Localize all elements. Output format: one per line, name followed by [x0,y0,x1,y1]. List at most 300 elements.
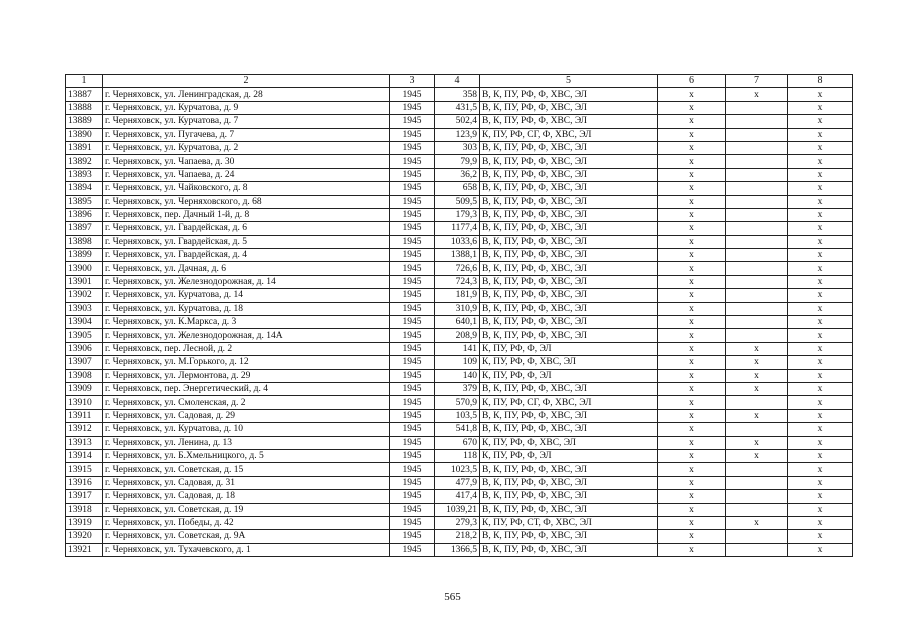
address-cell: г. Черняховск, ул. Железнодорожная, д. 14 [103,275,390,288]
table-row [66,222,853,235]
mark-col-8-cell: x [788,115,853,128]
systems-cell: К, ПУ, РФ, СГ, Ф, ХВС, ЭЛ [480,396,658,409]
area-cell: 502,4 [435,115,480,128]
mark-col-6-cell: x [658,490,726,503]
mark-col-7-cell [726,208,788,221]
year-cell: 1945 [390,463,435,476]
record-number-cell: 13907 [66,356,103,369]
year-cell: 1945 [390,342,435,355]
record-number-cell: 13887 [66,88,103,101]
year-cell: 1945 [390,449,435,462]
address-cell: г. Черняховск, ул. Ленинградская, д. 28 [103,88,390,101]
table-row [66,128,853,141]
record-number-cell: 13903 [66,302,103,315]
address-cell: г. Черняховск, ул. Советская, д. 19 [103,503,390,516]
mark-col-8-cell: x [788,208,853,221]
area-cell: 1366,5 [435,543,480,556]
mark-col-8-cell: x [788,195,853,208]
record-number-cell: 13918 [66,503,103,516]
address-cell: г. Черняховск, ул. Гвардейская, д. 4 [103,249,390,262]
mark-col-6-cell: x [658,503,726,516]
address-cell: г. Черняховск, ул. Б.Хмельницкого, д. 5 [103,449,390,462]
systems-cell: В, К, ПУ, РФ, Ф, ХВС, ЭЛ [480,329,658,342]
year-cell: 1945 [390,503,435,516]
mark-col-8-cell: x [788,128,853,141]
year-cell: 1945 [390,88,435,101]
systems-cell: К, ПУ, РФ, Ф, ЭЛ [480,449,658,462]
systems-cell: В, К, ПУ, РФ, Ф, ХВС, ЭЛ [480,543,658,556]
address-cell: г. Черняховск, пер. Дачный 1-й, д. 8 [103,208,390,221]
mark-col-7-cell [726,463,788,476]
table-row [66,409,853,422]
mark-col-8-cell: x [788,262,853,275]
column-header-6: 6 [658,75,726,88]
record-number-cell: 13906 [66,342,103,355]
mark-col-7-cell [726,302,788,315]
area-cell: 303 [435,141,480,154]
year-cell: 1945 [390,222,435,235]
mark-col-8-cell: x [788,449,853,462]
year-cell: 1945 [390,182,435,195]
mark-col-7-cell [726,222,788,235]
address-cell: г. Черняховск, ул. Садовая, д. 29 [103,409,390,422]
address-cell: г. Черняховск, ул. Дачная, д. 6 [103,262,390,275]
area-cell: 724,3 [435,275,480,288]
mark-col-8-cell: x [788,275,853,288]
mark-col-7-cell: x [726,436,788,449]
mark-col-8-cell: x [788,382,853,395]
table-row [66,249,853,262]
mark-col-6-cell: x [658,289,726,302]
mark-col-8-cell: x [788,490,853,503]
systems-cell: В, К, ПУ, РФ, Ф, ХВС, ЭЛ [480,530,658,543]
mark-col-8-cell: x [788,543,853,556]
table-row [66,516,853,529]
systems-cell: К, ПУ, РФ, Ф, ЭЛ [480,342,658,355]
mark-col-6-cell: x [658,423,726,436]
year-cell: 1945 [390,476,435,489]
systems-cell: В, К, ПУ, РФ, Ф, ХВС, ЭЛ [480,275,658,288]
area-cell: 79,9 [435,155,480,168]
systems-cell: В, К, ПУ, РФ, Ф, ХВС, ЭЛ [480,382,658,395]
table-row [66,342,853,355]
systems-cell: В, К, ПУ, РФ, Ф, ХВС, ЭЛ [480,423,658,436]
table-row [66,369,853,382]
systems-cell: В, К, ПУ, РФ, Ф, ХВС, ЭЛ [480,88,658,101]
mark-col-8-cell: x [788,222,853,235]
systems-cell: К, ПУ, РФ, СТ, Ф, ХВС, ЭЛ [480,516,658,529]
record-number-cell: 13921 [66,543,103,556]
record-number-cell: 13914 [66,449,103,462]
mark-col-7-cell: x [726,449,788,462]
table-row [66,262,853,275]
year-cell: 1945 [390,530,435,543]
mark-col-6-cell: x [658,396,726,409]
area-cell: 109 [435,356,480,369]
systems-cell: В, К, ПУ, РФ, Ф, ХВС, ЭЛ [480,155,658,168]
mark-col-7-cell [726,249,788,262]
systems-cell: В, К, ПУ, РФ, Ф, ХВС, ЭЛ [480,316,658,329]
header-row [66,75,853,88]
area-cell: 379 [435,382,480,395]
mark-col-6-cell: x [658,249,726,262]
mark-col-6-cell: x [658,222,726,235]
mark-col-8-cell: x [788,249,853,262]
mark-col-7-cell [726,141,788,154]
mark-col-7-cell [726,262,788,275]
table-row [66,316,853,329]
table-row [66,329,853,342]
record-number-cell: 13912 [66,423,103,436]
mark-col-7-cell [726,423,788,436]
address-cell: г. Черняховск, ул. Чайковского, д. 8 [103,182,390,195]
area-cell: 208,9 [435,329,480,342]
address-cell: г. Черняховск, ул. Курчатова, д. 18 [103,302,390,315]
mark-col-6-cell: x [658,356,726,369]
table-row [66,275,853,288]
address-cell: г. Черняховск, ул. Смоленская, д. 2 [103,396,390,409]
systems-cell: В, К, ПУ, РФ, Ф, ХВС, ЭЛ [480,101,658,114]
systems-cell: К, ПУ, РФ, Ф, ХВС, ЭЛ [480,436,658,449]
mark-col-8-cell: x [788,101,853,114]
record-number-cell: 13894 [66,182,103,195]
systems-cell: В, К, ПУ, РФ, Ф, ХВС, ЭЛ [480,115,658,128]
mark-col-6-cell: x [658,195,726,208]
area-cell: 36,2 [435,168,480,181]
mark-col-8-cell: x [788,369,853,382]
mark-col-6-cell: x [658,409,726,422]
address-cell: г. Черняховск, ул. Садовая, д. 18 [103,490,390,503]
mark-col-6-cell: x [658,329,726,342]
systems-cell: В, К, ПУ, РФ, Ф, ХВС, ЭЛ [480,249,658,262]
mark-col-6-cell: x [658,516,726,529]
year-cell: 1945 [390,396,435,409]
mark-col-7-cell [726,543,788,556]
year-cell: 1945 [390,128,435,141]
area-cell: 181,9 [435,289,480,302]
table-row [66,235,853,248]
area-cell: 123,9 [435,128,480,141]
area-cell: 1033,6 [435,235,480,248]
record-number-cell: 13892 [66,155,103,168]
area-cell: 1039,21 [435,503,480,516]
record-number-cell: 13897 [66,222,103,235]
mark-col-6-cell: x [658,463,726,476]
year-cell: 1945 [390,235,435,248]
mark-col-6-cell: x [658,101,726,114]
record-number-cell: 13919 [66,516,103,529]
table-row [66,476,853,489]
systems-cell: В, К, ПУ, РФ, Ф, ХВС, ЭЛ [480,490,658,503]
mark-col-7-cell: x [726,356,788,369]
area-cell: 179,3 [435,208,480,221]
year-cell: 1945 [390,356,435,369]
area-cell: 140 [435,369,480,382]
mark-col-7-cell [726,101,788,114]
address-cell: г. Черняховск, ул. Пугачева, д. 7 [103,128,390,141]
area-cell: 218,2 [435,530,480,543]
area-cell: 658 [435,182,480,195]
mark-col-7-cell [726,396,788,409]
record-number-cell: 13890 [66,128,103,141]
mark-col-6-cell: x [658,155,726,168]
area-cell: 1177,4 [435,222,480,235]
mark-col-8-cell: x [788,182,853,195]
mark-col-8-cell: x [788,168,853,181]
record-number-cell: 13888 [66,101,103,114]
mark-col-7-cell [726,168,788,181]
record-number-cell: 13916 [66,476,103,489]
mark-col-7-cell [726,289,788,302]
systems-cell: В, К, ПУ, РФ, Ф, ХВС, ЭЛ [480,208,658,221]
address-cell: г. Черняховск, ул. Гвардейская, д. 6 [103,222,390,235]
record-number-cell: 13896 [66,208,103,221]
year-cell: 1945 [390,316,435,329]
address-cell: г. Черняховск, ул. Курчатова, д. 9 [103,101,390,114]
mark-col-7-cell [726,530,788,543]
column-header-4: 4 [435,75,480,88]
table-row [66,115,853,128]
year-cell: 1945 [390,382,435,395]
record-number-cell: 13895 [66,195,103,208]
address-cell: г. Черняховск, ул. Садовая, д. 31 [103,476,390,489]
table-row [66,289,853,302]
mark-col-8-cell: x [788,436,853,449]
table-row [66,490,853,503]
area-cell: 118 [435,449,480,462]
address-cell: г. Черняховск, ул. Железнодорожная, д. 14А [103,329,390,342]
mark-col-7-cell: x [726,516,788,529]
systems-cell: В, К, ПУ, РФ, Ф, ХВС, ЭЛ [480,262,658,275]
record-number-cell: 13904 [66,316,103,329]
table-row [66,463,853,476]
mark-col-8-cell: x [788,396,853,409]
year-cell: 1945 [390,302,435,315]
mark-col-6-cell: x [658,342,726,355]
year-cell: 1945 [390,275,435,288]
mark-col-6-cell: x [658,543,726,556]
systems-cell: В, К, ПУ, РФ, Ф, ХВС, ЭЛ [480,195,658,208]
address-cell: г. Черняховск, ул. Курчатова, д. 7 [103,115,390,128]
address-cell: г. Черняховск, ул. Советская, д. 9А [103,530,390,543]
address-cell: г. Черняховск, ул. Черняховского, д. 68 [103,195,390,208]
year-cell: 1945 [390,262,435,275]
record-number-cell: 13899 [66,249,103,262]
mark-col-8-cell: x [788,155,853,168]
mark-col-7-cell: x [726,88,788,101]
year-cell: 1945 [390,115,435,128]
mark-col-6-cell: x [658,316,726,329]
year-cell: 1945 [390,329,435,342]
year-cell: 1945 [390,369,435,382]
address-cell: г. Черняховск, ул. М.Горького, д. 12 [103,356,390,369]
table-row [66,168,853,181]
year-cell: 1945 [390,543,435,556]
mark-col-6-cell: x [658,436,726,449]
address-cell: г. Черняховск, ул. Курчатова, д. 2 [103,141,390,154]
record-number-cell: 13891 [66,141,103,154]
table-row [66,530,853,543]
mark-col-7-cell [726,476,788,489]
record-number-cell: 13898 [66,235,103,248]
mark-col-8-cell: x [788,516,853,529]
record-number-cell: 13915 [66,463,103,476]
area-cell: 541,8 [435,423,480,436]
mark-col-6-cell: x [658,382,726,395]
table-row [66,302,853,315]
mark-col-6-cell: x [658,115,726,128]
column-header-1: 1 [66,75,103,88]
area-cell: 103,5 [435,409,480,422]
area-cell: 726,6 [435,262,480,275]
record-number-cell: 13917 [66,490,103,503]
systems-cell: В, К, ПУ, РФ, Ф, ХВС, ЭЛ [480,168,658,181]
address-cell: г. Черняховск, ул. Лермонтова, д. 29 [103,369,390,382]
table-body [66,88,853,557]
column-header-3: 3 [390,75,435,88]
area-cell: 358 [435,88,480,101]
table-row [66,382,853,395]
table-row [66,208,853,221]
address-cell: г. Черняховск, ул. Гвардейская, д. 5 [103,235,390,248]
record-number-cell: 13909 [66,382,103,395]
mark-col-7-cell [726,316,788,329]
systems-cell: В, К, ПУ, РФ, Ф, ХВС, ЭЛ [480,235,658,248]
table-row [66,396,853,409]
table-row [66,436,853,449]
housing-register-table [65,74,853,557]
year-cell: 1945 [390,423,435,436]
area-cell: 417,4 [435,490,480,503]
area-cell: 640,1 [435,316,480,329]
mark-col-7-cell [726,128,788,141]
mark-col-8-cell: x [788,289,853,302]
address-cell: г. Черняховск, ул. Победы, д. 42 [103,516,390,529]
mark-col-7-cell: x [726,342,788,355]
systems-cell: В, К, ПУ, РФ, Ф, ХВС, ЭЛ [480,302,658,315]
address-cell: г. Черняховск, пер. Лесной, д. 2 [103,342,390,355]
table-row [66,423,853,436]
mark-col-8-cell: x [788,530,853,543]
address-cell: г. Черняховск, ул. Курчатова, д. 10 [103,423,390,436]
mark-col-8-cell: x [788,463,853,476]
mark-col-8-cell: x [788,423,853,436]
record-number-cell: 13900 [66,262,103,275]
mark-col-8-cell: x [788,316,853,329]
mark-col-7-cell [726,275,788,288]
area-cell: 509,5 [435,195,480,208]
table-row [66,88,853,101]
mark-col-6-cell: x [658,235,726,248]
address-cell: г. Черняховск, ул. Тухачевского, д. 1 [103,543,390,556]
mark-col-7-cell: x [726,409,788,422]
year-cell: 1945 [390,155,435,168]
systems-cell: В, К, ПУ, РФ, Ф, ХВС, ЭЛ [480,289,658,302]
table-row [66,503,853,516]
year-cell: 1945 [390,436,435,449]
area-cell: 1023,5 [435,463,480,476]
mark-col-8-cell: x [788,302,853,315]
area-cell: 141 [435,342,480,355]
mark-col-7-cell [726,503,788,516]
mark-col-8-cell: x [788,356,853,369]
area-cell: 477,9 [435,476,480,489]
mark-col-7-cell [726,490,788,503]
record-number-cell: 13911 [66,409,103,422]
mark-col-6-cell: x [658,168,726,181]
systems-cell: В, К, ПУ, РФ, Ф, ХВС, ЭЛ [480,222,658,235]
address-cell: г. Черняховск, ул. Чапаева, д. 30 [103,155,390,168]
mark-col-6-cell: x [658,128,726,141]
area-cell: 279,3 [435,516,480,529]
mark-col-7-cell: x [726,382,788,395]
mark-col-6-cell: x [658,369,726,382]
area-cell: 570,9 [435,396,480,409]
mark-col-8-cell: x [788,329,853,342]
mark-col-7-cell [726,115,788,128]
table-row [66,182,853,195]
year-cell: 1945 [390,141,435,154]
record-number-cell: 13905 [66,329,103,342]
mark-col-7-cell [726,155,788,168]
address-cell: г. Черняховск, пер. Энергетический, д. 4 [103,382,390,395]
mark-col-8-cell: x [788,141,853,154]
mark-col-8-cell: x [788,342,853,355]
mark-col-8-cell: x [788,235,853,248]
mark-col-6-cell: x [658,208,726,221]
systems-cell: К, ПУ, РФ, СГ, Ф, ХВС, ЭЛ [480,128,658,141]
year-cell: 1945 [390,195,435,208]
mark-col-6-cell: x [658,88,726,101]
systems-cell: К, ПУ, РФ, Ф, ХВС, ЭЛ [480,356,658,369]
area-cell: 310,9 [435,302,480,315]
record-number-cell: 13910 [66,396,103,409]
record-number-cell: 13893 [66,168,103,181]
column-header-2: 2 [103,75,390,88]
record-number-cell: 13913 [66,436,103,449]
address-cell: г. Черняховск, ул. Ленина, д. 13 [103,436,390,449]
column-header-7: 7 [726,75,788,88]
area-cell: 670 [435,436,480,449]
systems-cell: К, ПУ, РФ, Ф, ЭЛ [480,369,658,382]
mark-col-8-cell: x [788,88,853,101]
area-cell: 431,5 [435,101,480,114]
address-cell: г. Черняховск, ул. Курчатова, д. 14 [103,289,390,302]
systems-cell: В, К, ПУ, РФ, Ф, ХВС, ЭЛ [480,463,658,476]
mark-col-6-cell: x [658,476,726,489]
mark-col-8-cell: x [788,476,853,489]
table-row [66,356,853,369]
column-header-5: 5 [480,75,658,88]
systems-cell: В, К, ПУ, РФ, Ф, ХВС, ЭЛ [480,503,658,516]
year-cell: 1945 [390,168,435,181]
address-cell: г. Черняховск, ул. Чапаева, д. 24 [103,168,390,181]
mark-col-6-cell: x [658,262,726,275]
address-cell: г. Черняховск, ул. Советская, д. 15 [103,463,390,476]
mark-col-6-cell: x [658,141,726,154]
mark-col-6-cell: x [658,275,726,288]
table-row [66,155,853,168]
area-cell: 1388,1 [435,249,480,262]
mark-col-6-cell: x [658,302,726,315]
year-cell: 1945 [390,490,435,503]
mark-col-6-cell: x [658,182,726,195]
record-number-cell: 13901 [66,275,103,288]
mark-col-6-cell: x [658,449,726,462]
table-row [66,543,853,556]
year-cell: 1945 [390,516,435,529]
year-cell: 1945 [390,409,435,422]
